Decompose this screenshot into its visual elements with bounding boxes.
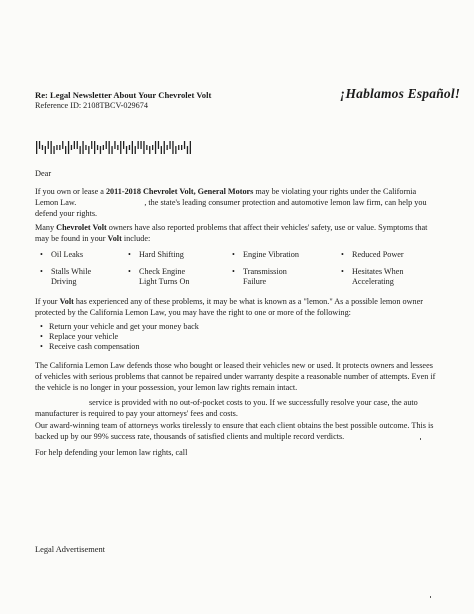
scan-speck bbox=[420, 438, 421, 440]
intro-paragraph bbox=[35, 186, 437, 220]
remedy-list bbox=[40, 322, 199, 353]
subject-line: Re: Legal Newsletter About Your Chevrolet Volt bbox=[35, 90, 212, 100]
lemon-paragraph bbox=[35, 296, 437, 318]
spanish-notice: ¡Hablamos Español! bbox=[340, 86, 461, 101]
fees-text: service is provided with no out-of-pocket costs to you. If we successfully resolve your case, the auto manufacturer is required to pay your attorneys' fees and costs. bbox=[35, 398, 418, 419]
symptom-item: • Engine Vibration bbox=[232, 250, 299, 259]
call-paragraph bbox=[35, 447, 437, 458]
problems-vehicle-2: Volt bbox=[107, 234, 122, 244]
scan-speck bbox=[430, 596, 431, 598]
problems-vehicle: Chevrolet Volt bbox=[56, 223, 107, 232]
legal-advertisement-label: Legal Advertisement bbox=[35, 545, 106, 554]
fees-paragraph bbox=[35, 397, 437, 419]
reference-id: Reference ID: 2108TBCV-029674 bbox=[35, 101, 148, 110]
call-text: For help defending your lemon law rights, call bbox=[35, 448, 188, 457]
symptom-item: • Check Engine Light Turns On bbox=[128, 267, 190, 287]
lemon-vehicle: Volt bbox=[59, 297, 74, 306]
symptom-list bbox=[40, 250, 460, 290]
problems-text-2: owners have also reported problems that affect their vehicles' safety, use or value. Symptoms that may be found in your bbox=[35, 223, 428, 244]
symptom-item: • Stalls While Driving bbox=[40, 267, 92, 287]
remedy-item: • Receive cash compensation bbox=[40, 342, 199, 352]
problems-text-3: include: bbox=[121, 234, 151, 244]
intro-text: If you own or lease a bbox=[35, 187, 106, 196]
team-paragraph: Our award-winning team of attorneys works tirelessly to ensure that each client obtains the best possible outcome. This is backed up by our 99% success rate, thousands of satisfied clients and multiple record verdicts. bbox=[35, 421, 434, 442]
postal-barcode bbox=[35, 141, 193, 154]
lemon-text-2: has experienced any of these problems, it may be what is known as a "lemon." As a possible lemon owner protected by the California Lemon Law, you may have the right to one or more of the following: bbox=[35, 297, 423, 318]
problems-text: Many bbox=[35, 223, 57, 232]
symptom-item: • Reduced Power bbox=[341, 250, 404, 259]
intro-text-3: , the state's leading consumer protection and automotive lemon law firm, can help you defend your rights. bbox=[35, 198, 427, 219]
lemon-text: If your bbox=[35, 297, 60, 306]
remedy-item: • Replace your vehicle bbox=[40, 332, 199, 342]
symptom-item: • Hard Shifting bbox=[128, 250, 184, 259]
symptom-item: • Transmission Failure bbox=[232, 267, 287, 287]
law-paragraph: The California Lemon Law defends those who bought or leased their vehicles new or used. It protects owners and lessees of vehicles with serious problems that cannot be repaired under warranty despite a reasonable number of attempts. Even if the vehicle is no longer in your possession, your lemon law rights remain intact. bbox=[35, 361, 436, 393]
intro-text-2: may be violating your rights under the California Lemon Law. bbox=[35, 187, 417, 208]
vehicle-name: 2011-2018 Chevrolet Volt, General Motors bbox=[105, 187, 254, 196]
symptom-item: • Hesitates When Accelerating bbox=[341, 267, 404, 287]
greeting: Dear bbox=[35, 169, 52, 178]
symptom-item: • Oil Leaks bbox=[40, 250, 84, 259]
problems-paragraph bbox=[35, 222, 437, 244]
remedy-item: • Return your vehicle and get your money back bbox=[40, 322, 199, 332]
